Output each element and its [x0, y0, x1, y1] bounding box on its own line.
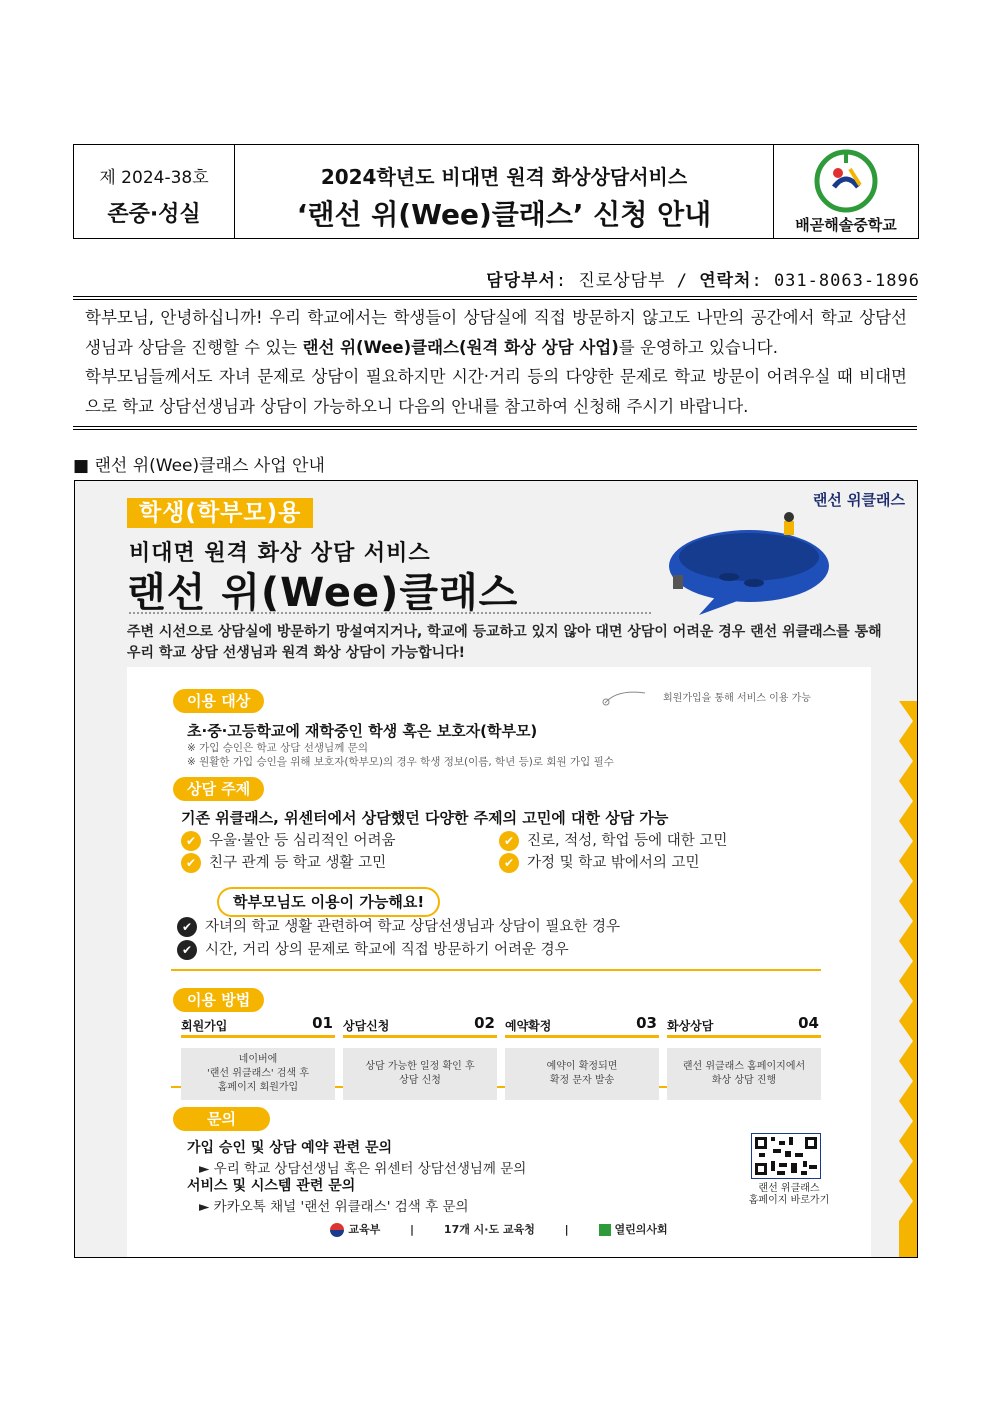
- ngo-logo-icon: [599, 1224, 611, 1236]
- topics-main: 기존 위클래스, 위센터에서 상담했던 다양한 주제의 고민에 대한 상담 가능: [181, 809, 669, 827]
- school-name: 배곧해솔중학교: [795, 216, 897, 234]
- intro-paragraph-1: 학부모님, 안녕하십니까! 우리 학교에서는 학생들이 상담실에 직접 방문하지 않고도 나만의 공간에서 학교 상담선생님과 상담을 진행할 수 있는 랜선 위(Wee)클래스(원격 화상 상담 사업)를 운영하고 있습니다.: [85, 308, 907, 357]
- intro-highlight: 랜선 위(Wee)클래스(원격 화상 상담 사업): [302, 337, 619, 357]
- phone-label: 연락처: [699, 271, 752, 291]
- target-pill: 이용 대상: [173, 689, 264, 713]
- contact-line: [486, 266, 920, 291]
- target-note-2: ※ 원활한 가입 승인을 위해 보호자(학부모)의 경우 학생 정보(이름, 학년 등)로 회원 가입 필수: [187, 756, 614, 768]
- divider-bottom: [73, 426, 917, 430]
- check-icon: ✔: [177, 940, 197, 960]
- target-main: 초·중·고등학교에 재학중인 학생 혹은 보호자(학부모): [187, 722, 538, 740]
- doc-number-cell: [74, 145, 235, 238]
- doc-number: 제 2024-38호: [99, 168, 209, 188]
- parents-ribbon: 학부모님도 이용이 가능해요!: [217, 887, 440, 917]
- qr-caption: 랜선 위클래스 홈페이지 바로가기: [748, 1183, 830, 1206]
- poster-subtitle: 비대면 원격 화상 상담 서비스: [129, 541, 431, 566]
- check-icon: ✔: [499, 831, 519, 851]
- parent-item: ✔ 자녀의 학교 생활 관련하여 학교 상담선생님과 상담이 필요한 경우: [177, 915, 620, 937]
- dept-value: : 진로상담부 /: [555, 271, 700, 291]
- poster-description: 주변 시선으로 상담실에 방문하기 망설여지거나, 학교에 등교하고 있지 않아 대면 상담이 어려운 경우 랜선 위클래스를 통해 우리 학교 상담 선생님과 원격 화상 상담이 가능합니다!: [127, 624, 882, 661]
- school-emblem-icon: [814, 149, 878, 213]
- topic-item: ✔ 우울·불안 등 심리적인 어려움: [181, 829, 396, 851]
- target-side-note: 회원가입을 통해 서비스 이용 가능: [663, 693, 811, 704]
- parent-item: ✔ 시간, 거리 상의 문제로 학교에 직접 방문하기 어려운 경우: [177, 938, 569, 960]
- curved-arrow-icon: [597, 687, 647, 709]
- info-card: [127, 667, 871, 1257]
- inquiry-a1: ► 우리 학교 상담선생님 혹은 위센터 상담선생님께 문의: [199, 1161, 527, 1177]
- topics-pill: 상담 주제: [173, 777, 264, 801]
- check-icon: ✔: [499, 853, 519, 873]
- poster-logo: 랜선 위클래스: [812, 491, 905, 509]
- poster-footer: 교육부 | 17개 시·도 교육청 | 열린의사회: [127, 1221, 871, 1237]
- yellow-zigzag-stripe: [869, 701, 917, 1258]
- method-step: 회원가입 01 네이버에 '랜선 위클래스' 검색 후 홈페이지 회원가입: [181, 1017, 335, 1100]
- poster-main-title: 랜선 위(Wee)클래스: [127, 570, 519, 616]
- intro-paragraph-2: 학부모님들께서도 자녀 문제로 상담이 필요하지만 시간·거리 등의 다양한 문제로 학교 방문이 어려우실 때 비대면으로 학교 상담선생님과 상담이 가능하오니 다음의 안내를 참고하여 신청해 주시기 바랍니다.: [85, 367, 907, 416]
- method-step: 예약확정 03 예약이 확정되면 확정 문자 발송: [505, 1017, 659, 1100]
- poster-audience-tag: 학생(학부모)용: [127, 498, 313, 528]
- wee-class-poster: [74, 480, 918, 1258]
- inquiry-q1: 가입 승인 및 상담 예약 관련 문의: [187, 1140, 393, 1156]
- dept-label: 담당부서: [486, 271, 556, 291]
- inquiry-pill: 문의: [173, 1107, 270, 1131]
- school-logo-cell: [773, 145, 918, 238]
- document-header: [73, 144, 919, 239]
- topic-item: ✔ 진로, 적성, 학업 등에 대한 고민: [499, 829, 727, 851]
- parents-bottom-line: [171, 969, 821, 971]
- method-pill: 이용 방법: [173, 988, 264, 1012]
- speech-bubble-illustration: [659, 511, 839, 621]
- intro-text: [85, 303, 907, 421]
- topic-item: ✔ 가정 및 학교 밖에서의 고민: [499, 851, 700, 873]
- moe-logo-icon: [330, 1223, 344, 1237]
- qr-code-icon[interactable]: [751, 1133, 821, 1179]
- method-step: 화상상담 04 랜선 위클래스 홈페이지에서 화상 상담 진행: [667, 1017, 821, 1100]
- method-step: 상담신청 02 상담 가능한 일정 확인 후 상담 신청: [343, 1017, 497, 1100]
- divider-top: [73, 296, 917, 300]
- document-title-line1: 2024학년도 비대면 원격 화상상담서비스: [320, 165, 688, 189]
- school-motto: 존중·성실: [107, 202, 201, 227]
- phone-value: : 031-8063-1896: [751, 271, 920, 291]
- check-icon: ✔: [177, 917, 197, 937]
- section-title: ■ 랜선 위(Wee)클래스 사업 안내: [73, 456, 325, 476]
- inquiry-q2: 서비스 및 시스템 관련 문의: [187, 1178, 356, 1194]
- target-note-1: ※ 가입 승인은 학교 상담 선생님께 문의: [187, 742, 368, 754]
- check-icon: ✔: [181, 853, 201, 873]
- document-title-line2: ‘랜선 위(Wee)클래스’ 신청 안내: [296, 198, 712, 231]
- title-divider: [129, 612, 651, 614]
- topic-item: ✔ 친구 관계 등 학교 생활 고민: [181, 851, 386, 873]
- inquiry-a2: ► 카카오톡 채널 '랜선 위클래스' 검색 후 문의: [199, 1199, 469, 1215]
- check-icon: ✔: [181, 831, 201, 851]
